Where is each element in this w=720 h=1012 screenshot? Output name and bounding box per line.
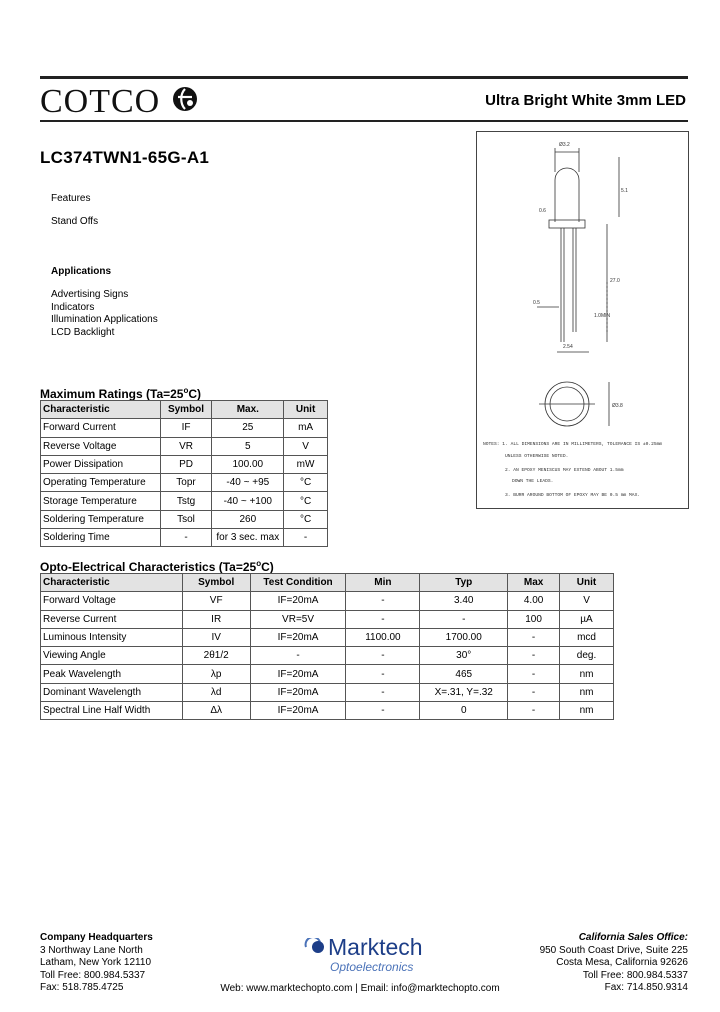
table-row: Dominant Wavelength λd IF=20mA - X=.31, Y=.32 - nm (41, 683, 614, 701)
marktech-logo-icon (304, 938, 328, 961)
table-row: Operating Temperature Topr -40 ~ +95 °C (41, 474, 328, 492)
diagram-note: 2. AN EPOXY MENISCUS MAY EXTEND ABOUT 1.5mm (505, 468, 624, 473)
table-row: Spectral Line Half Width Δλ IF=20mA - 0 - nm (41, 702, 614, 720)
hq-heading: Company Headquarters (40, 932, 153, 943)
features-heading: Features (51, 193, 91, 204)
table-header-row (41, 574, 614, 592)
column-header: Characteristic (41, 401, 161, 419)
document-title: Ultra Bright White 3mm LED (485, 92, 686, 109)
top-rule (40, 76, 688, 79)
list-item: Indicators (51, 301, 95, 313)
table-row: Viewing Angle 2θ1/2 - - 30° - deg. (41, 647, 614, 665)
list-item: Illumination Applications (51, 314, 158, 325)
dim-label: 27.0 (610, 278, 620, 284)
part-number: LC374TWN1-65G-A1 (40, 148, 210, 167)
table-row: Soldering Time - for 3 sec. max - (41, 529, 328, 547)
diagram-note: NOTES: 1. ALL DIMENSIONS ARE IN MILLIMETERS, TOLERANCE IS ±0.25mm (483, 442, 663, 447)
dim-label: 0.5 (533, 300, 540, 306)
max-ratings-table (40, 400, 328, 547)
column-header: Symbol (160, 401, 212, 419)
opto-title: Opto-Electrical Characteristics $(Ta=25^oC)$ (40, 559, 274, 574)
dim-label: 2.54 (563, 344, 573, 350)
table-row: Peak Wavelength λp IF=20mA - 465 - nm (41, 665, 614, 683)
table-row: Luminous Intensity IV IF=20mA 1100.00 1700.00 - mcd (41, 628, 614, 646)
diagram-note: DOWN THE LEADS. (512, 479, 554, 484)
column-header: Characteristic (41, 574, 183, 592)
web-email-line[interactable]: Web: www.marktechopto.com | Email: info@marktechopto.com (220, 983, 500, 994)
column-header: Unit (560, 574, 614, 592)
dim-label: Ø3.8 (612, 403, 623, 409)
table-row: Reverse Current IR VR=5V - - 100 µA (41, 610, 614, 628)
applications-heading: Applications (51, 266, 112, 277)
sales-heading: California Sales Office: (578, 932, 688, 943)
table-row: Reverse Voltage VR 5 V (41, 437, 328, 455)
brand-logo: COTCO (40, 83, 161, 120)
dim-label: Ø3.2 (559, 142, 570, 148)
opto-table (40, 573, 614, 720)
header-rule (40, 120, 688, 122)
table-row: Storage Temperature Tstg -40 ~ +100 °C (41, 492, 328, 510)
diagram-note: 3. BURR AROUND BOTTOM OF EPOXY MAY BE 0.5 mm MAX. (505, 493, 641, 498)
table-header-row (41, 401, 328, 419)
column-header: Max. (212, 401, 284, 419)
max-ratings-title: Maximum Ratings $(Ta=25^oC)$ (40, 386, 202, 401)
column-header: Symbol (182, 574, 250, 592)
table-row: Forward Current IF 25 mA (41, 419, 328, 437)
diagram-note: UNLESS OTHERWISE NOTED. (505, 454, 569, 459)
applications-list (51, 289, 158, 339)
table-row: Forward Voltage VF IF=20mA - 3.40 4.00 V (41, 592, 614, 610)
column-header: Typ (420, 574, 508, 592)
column-header: Max (508, 574, 560, 592)
list-item: Stand Offs (51, 216, 99, 227)
dim-label: 1.0MIN (594, 313, 611, 319)
dimension-diagram (476, 131, 689, 509)
dim-label: 0.6 (539, 208, 546, 214)
company-subtitle: Optoelectronics (330, 960, 414, 974)
features-list (51, 216, 98, 229)
company-name: Marktech (328, 934, 423, 960)
column-header: Test Condition (250, 574, 346, 592)
list-item: LCD Backlight (51, 326, 115, 338)
table-row: Soldering Temperature Tsol 260 °C (41, 510, 328, 528)
list-item: Advertising Signs (51, 289, 129, 300)
dim-label: 5.1 (621, 188, 628, 194)
column-header: Min (346, 574, 420, 592)
table-row: Power Dissipation PD 100.00 mW (41, 455, 328, 473)
brand-logo-icon (172, 86, 198, 117)
headquarters-block: Company Headquarters 3 Northway Lane North Latham, New York 12110 Toll Free: 800.984.5337 Fax: 518.785.4725 (40, 932, 153, 993)
sales-office-block: California Sales Office: 950 South Coast Drive, Suite 225 Costa Mesa, California 92626 Toll Free: 800.984.5337 Fax: 714.850.9314 (539, 932, 688, 993)
column-header: Unit (284, 401, 328, 419)
